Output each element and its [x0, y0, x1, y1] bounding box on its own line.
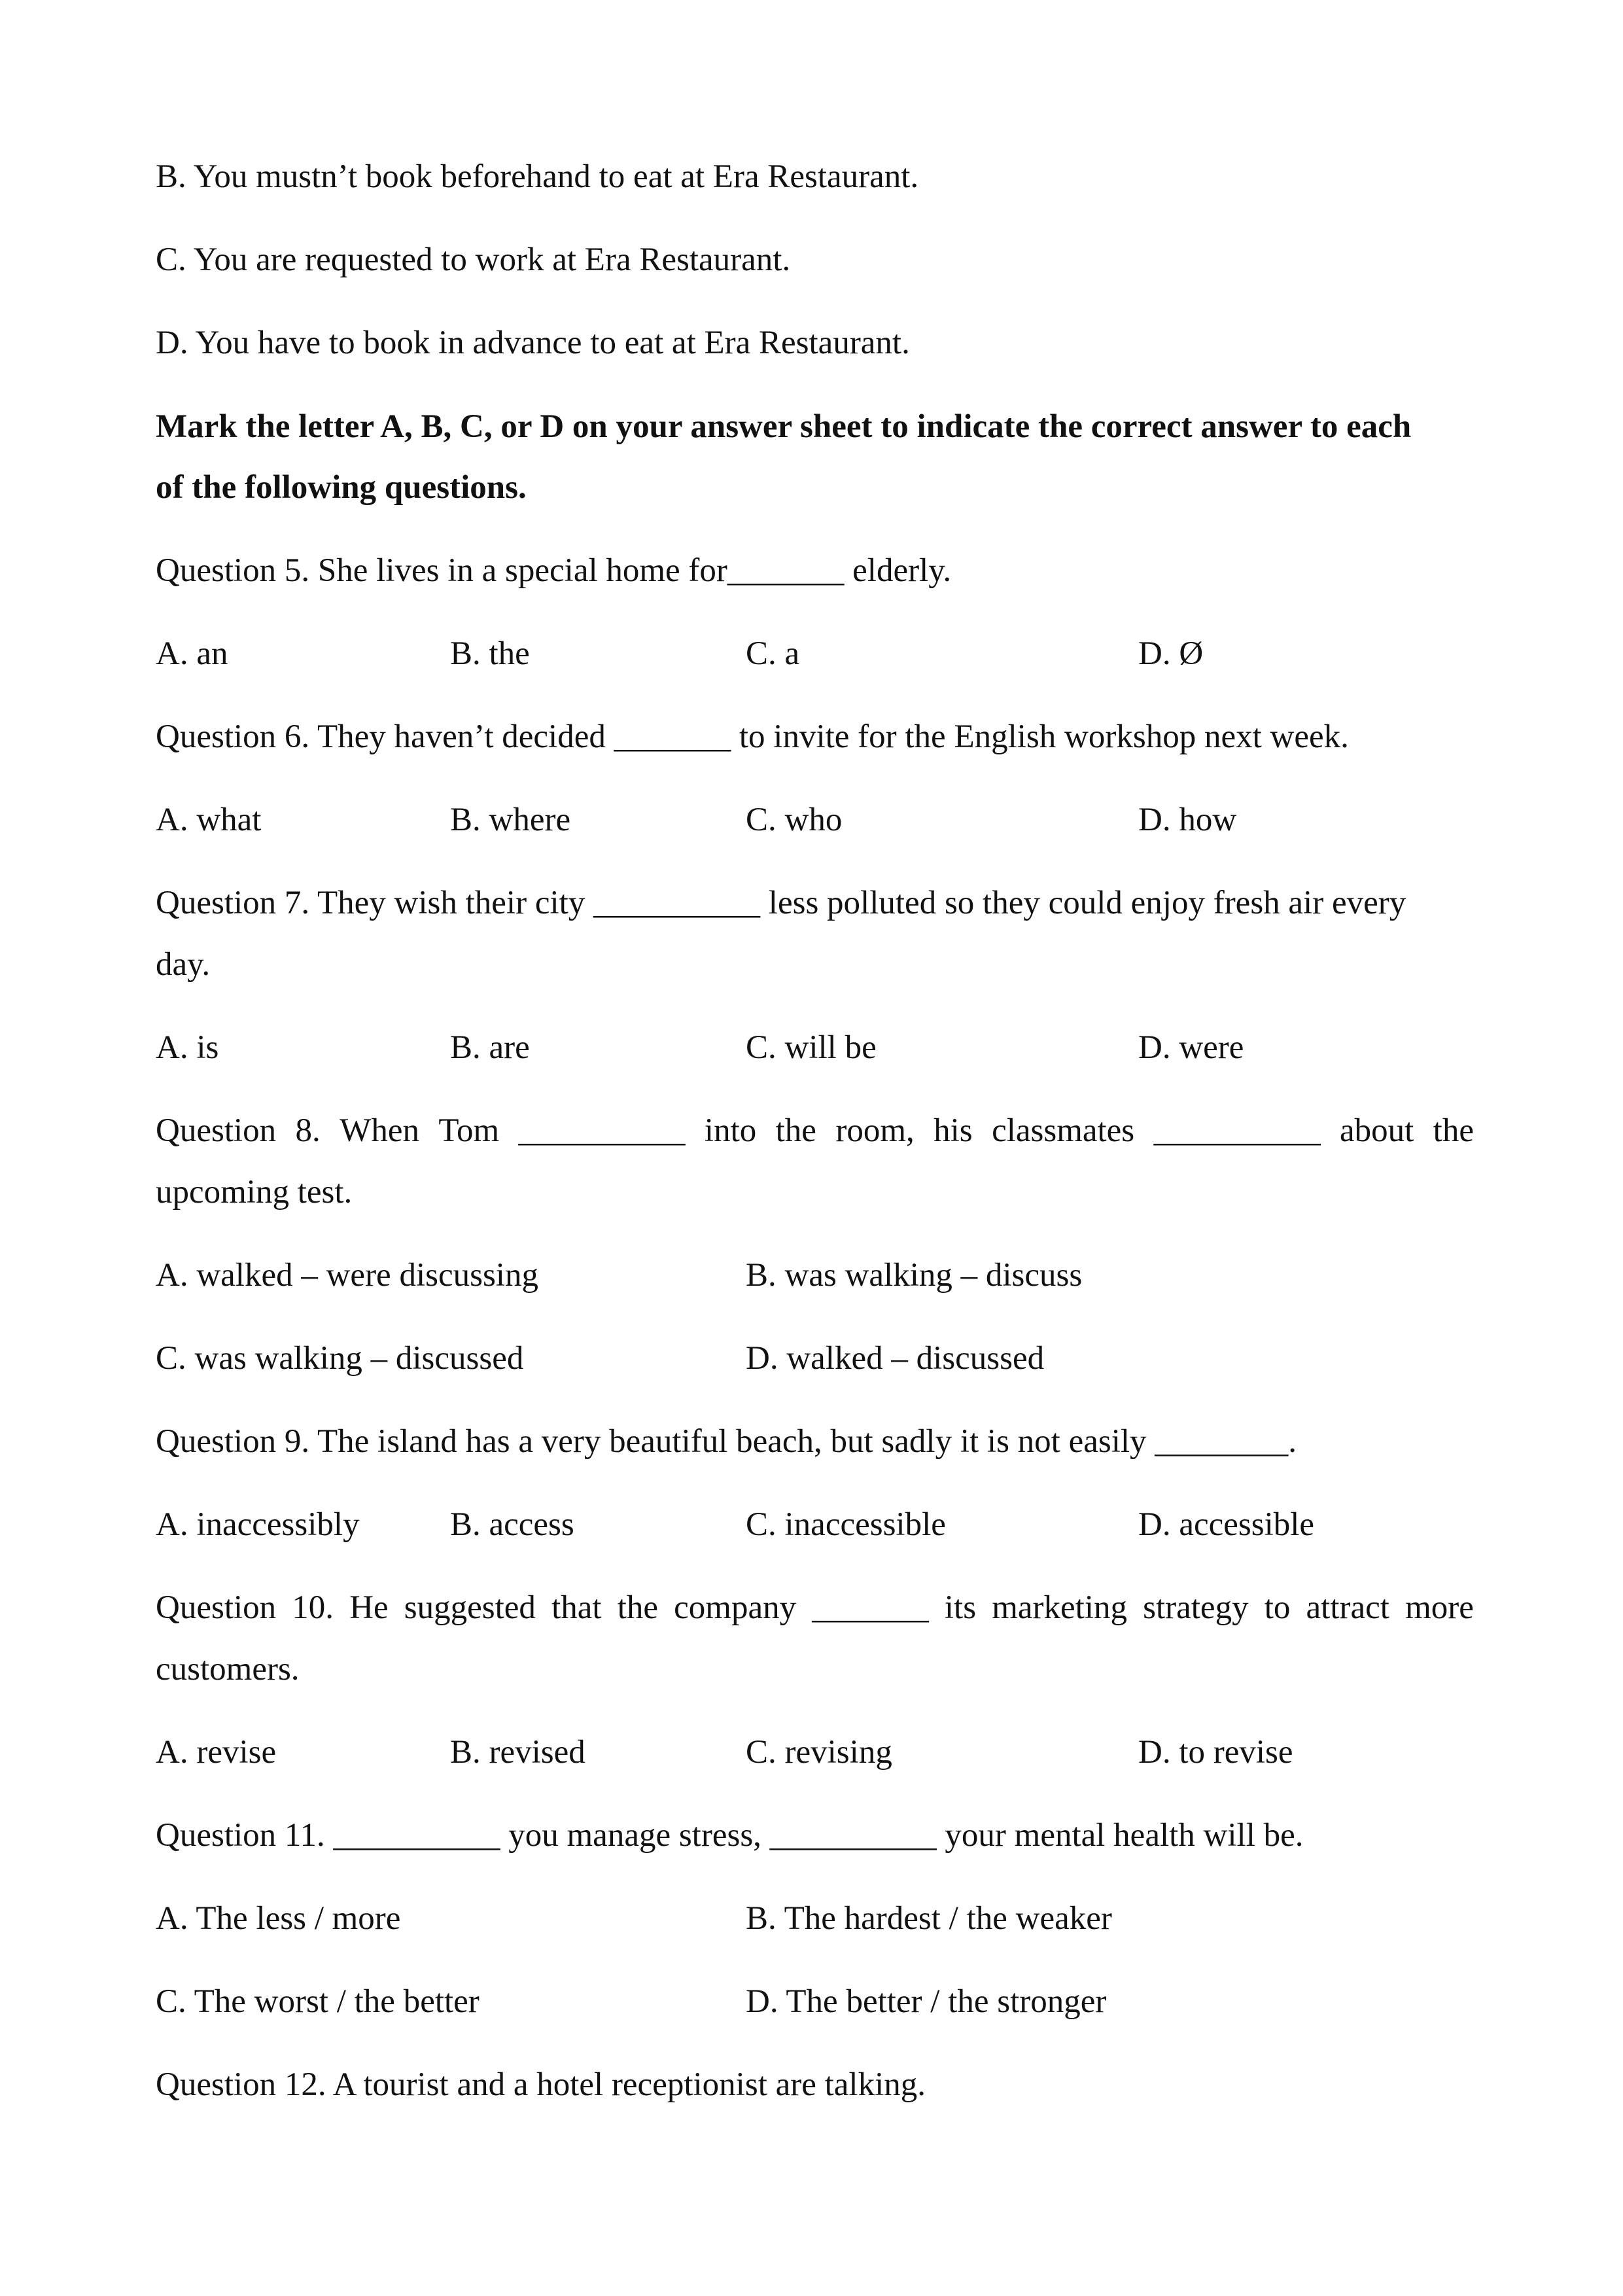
- q5-option-b: B. the: [450, 635, 530, 672]
- q11-option-d: D. The better / the stronger: [746, 1983, 1107, 2020]
- q8-word: When: [340, 1112, 419, 1149]
- q7-option-c: C. will be: [746, 1029, 877, 1066]
- q12-stem: Question 12. A tourist and a hotel receptionist are talking.: [156, 2066, 926, 2103]
- q9-option-d: D. accessible: [1138, 1506, 1315, 1543]
- q6-option-a: A. what: [156, 802, 262, 838]
- q10-word: 10.: [292, 1589, 334, 1626]
- q10-word: Question: [156, 1589, 277, 1626]
- q4-option-c: C. You are requested to work at Era Restaurant.: [156, 241, 791, 278]
- q8-word: the: [1433, 1112, 1474, 1149]
- q4-option-b: B. You mustn’t book beforehand to eat at Era Restaurant.: [156, 158, 919, 195]
- q10-option-b: B. revised: [450, 1734, 585, 1771]
- q4-option-d: D. You have to book in advance to eat at Era Restaurant.: [156, 325, 910, 361]
- q10-option-c: C. revising: [746, 1734, 892, 1771]
- q8-blank: __________: [518, 1112, 686, 1149]
- q7-stem-line-2: day.: [156, 946, 211, 983]
- q5-stem: Question 5. She lives in a special home for_______ elderly.: [156, 552, 952, 589]
- q5-option-c: C. a: [746, 635, 800, 672]
- q8-word: room,: [835, 1112, 915, 1149]
- q11-option-b: B. The hardest / the weaker: [746, 1900, 1112, 1937]
- q8-blank: __________: [1153, 1112, 1321, 1149]
- q7-option-b: B. are: [450, 1029, 530, 1066]
- q8-option-b: B. was walking – discuss: [746, 1257, 1083, 1294]
- q5-option-a: A. an: [156, 635, 228, 672]
- q10-option-d: D. to revise: [1138, 1734, 1293, 1771]
- q7-option-a: A. is: [156, 1029, 219, 1066]
- q8-word: the: [775, 1112, 816, 1149]
- q10-word: to: [1264, 1589, 1291, 1626]
- q7-stem-line-1: Question 7. They wish their city __________ less polluted so they could enjoy fresh air every: [156, 885, 1406, 921]
- instruction-line-1: Mark the letter A, B, C, or D on your answer sheet to indicate the correct answer to each: [156, 408, 1412, 445]
- q10-stem-line-2: customers.: [156, 1651, 300, 1687]
- q8-word: classmates: [992, 1112, 1135, 1149]
- q10-word: marketing: [992, 1589, 1127, 1626]
- q9-stem: Question 9. The island has a very beautiful beach, but sadly it is not easily ________.: [156, 1423, 1297, 1460]
- q6-option-b: B. where: [450, 802, 571, 838]
- q9-option-a: A. inaccessibly: [156, 1506, 360, 1543]
- q10-word: its: [944, 1589, 977, 1626]
- q10-option-a: A. revise: [156, 1734, 277, 1771]
- q10-word: strategy: [1143, 1589, 1249, 1626]
- q8-word: Question: [156, 1112, 277, 1149]
- q8-option-d: D. walked – discussed: [746, 1340, 1045, 1377]
- q8-word: about: [1339, 1112, 1414, 1149]
- q11-option-a: A. The less / more: [156, 1900, 401, 1937]
- q9-option-c: C. inaccessible: [746, 1506, 946, 1543]
- q10-blank: _______: [812, 1589, 929, 1626]
- q11-option-c: C. The worst / the better: [156, 1983, 480, 2020]
- q8-option-a: A. walked – were discussing: [156, 1257, 538, 1294]
- q8-word: 8.: [295, 1112, 321, 1149]
- q10-stem-line-1: [156, 1588, 1474, 1627]
- q6-stem: Question 6. They haven’t decided _______ to invite for the English workshop next week.: [156, 718, 1349, 755]
- q8-word: Tom: [438, 1112, 500, 1149]
- q8-stem-line-1: [156, 1111, 1474, 1150]
- q5-option-d: D. Ø: [1138, 635, 1204, 672]
- q6-option-d: D. how: [1138, 802, 1237, 838]
- q10-word: company: [674, 1589, 797, 1626]
- instruction-line-2: of the following questions.: [156, 469, 527, 506]
- q8-option-c: C. was walking – discussed: [156, 1340, 524, 1377]
- q10-word: He: [349, 1589, 389, 1626]
- q10-word: that: [551, 1589, 602, 1626]
- q8-word: his: [934, 1112, 973, 1149]
- q8-stem-line-2: upcoming test.: [156, 1174, 353, 1210]
- q9-option-b: B. access: [450, 1506, 574, 1543]
- q10-word: the: [617, 1589, 659, 1626]
- q10-word: more: [1405, 1589, 1474, 1626]
- q6-option-c: C. who: [746, 802, 843, 838]
- q7-option-d: D. were: [1138, 1029, 1244, 1066]
- q8-word: into: [704, 1112, 757, 1149]
- q10-word: suggested: [404, 1589, 536, 1626]
- q10-word: attract: [1306, 1589, 1389, 1626]
- q11-stem: Question 11. __________ you manage stress, __________ your mental health will be.: [156, 1817, 1304, 1854]
